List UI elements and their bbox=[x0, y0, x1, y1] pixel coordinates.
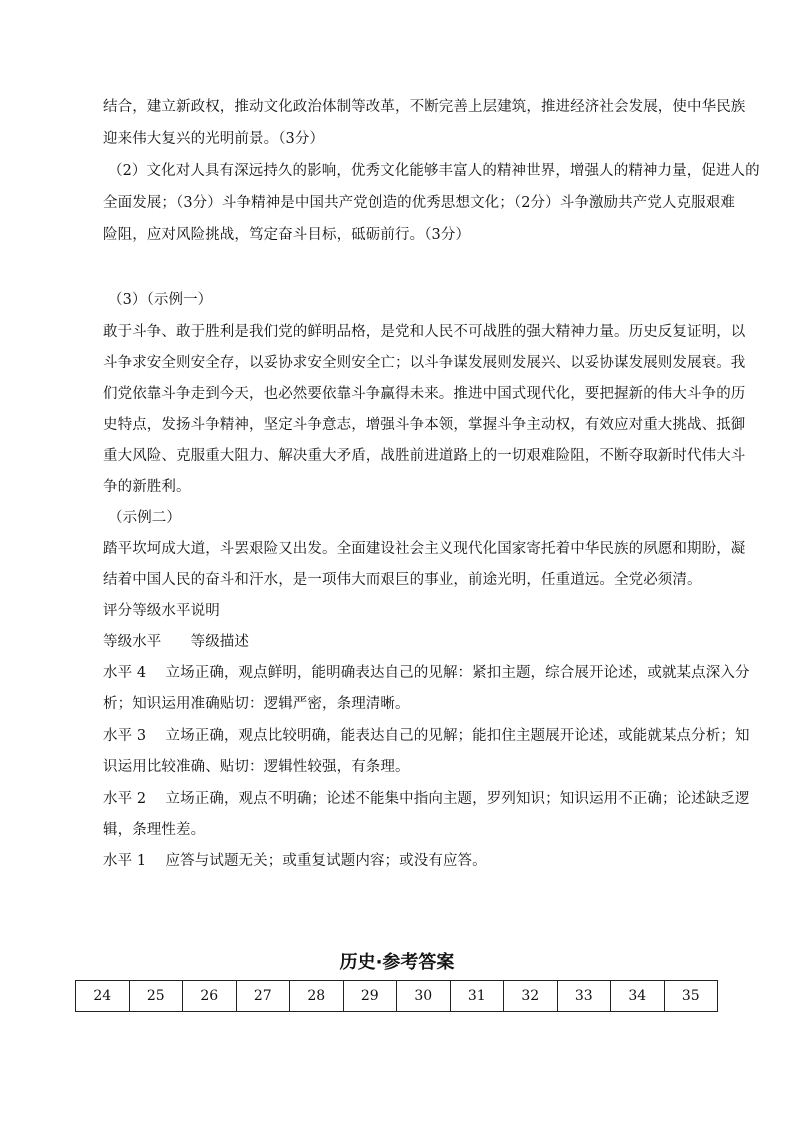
question-number-cell: 33 bbox=[557, 981, 611, 1012]
question-number-cell: 25 bbox=[129, 981, 183, 1012]
answer-key-table bbox=[75, 980, 718, 1012]
text-line: 们党依靠斗争走到今天，也必然要依靠斗争赢得未来。推进中国式现代化，要把握新的伟大斗争的历 bbox=[103, 386, 746, 402]
table-row bbox=[76, 981, 718, 1012]
question-number-cell: 32 bbox=[504, 981, 558, 1012]
question-number-cell: 24 bbox=[76, 981, 130, 1012]
question-number-cell: 31 bbox=[450, 981, 504, 1012]
question-number-cell: 35 bbox=[664, 981, 718, 1012]
text-line: 析；知识运用准确贴切：逻辑严密，条理清晰。 bbox=[103, 696, 410, 712]
example-heading: （3）（示例一） bbox=[108, 292, 213, 308]
text-line: 争的新胜利。 bbox=[103, 479, 191, 495]
question-number-cell: 30 bbox=[397, 981, 451, 1012]
question-number-cell: 26 bbox=[183, 981, 237, 1012]
section-heading: 评分等级水平说明 bbox=[103, 603, 220, 619]
text-line: 辑，条理性差。 bbox=[103, 822, 206, 838]
rubric-level-4: 水平 4 立场正确，观点鲜明，能明确表达自己的见解：紧扣主题，综合展开论述，或就某点深入分 bbox=[103, 665, 750, 681]
rubric-header: 等级水平 等级描述 bbox=[103, 634, 249, 650]
text-line: （2）文化对人具有深远持久的影响，优秀文化能够丰富人的精神世界，增强人的精神力量，促进人的 bbox=[108, 163, 760, 179]
question-number-cell: 29 bbox=[343, 981, 397, 1012]
text-line: 全面发展；（3分）斗争精神是中国共产党创造的优秀思想文化；（2分）斗争激励共产党人克服艰难 bbox=[103, 195, 735, 211]
question-number-cell: 27 bbox=[236, 981, 290, 1012]
question-number-cell: 28 bbox=[290, 981, 344, 1012]
answer-key-title: 历史·参考答案 bbox=[339, 952, 455, 973]
text-line: 结合，建立新政权，推动文化政治体制等改革，不断完善上层建筑，推进经济社会发展，使中华民族 bbox=[103, 99, 746, 115]
text-line: 史特点，发扬斗争精神，坚定斗争意志，增强斗争本领，掌握斗争主动权，有效应对重大挑战、抵御 bbox=[103, 417, 746, 433]
text-line: 敢于斗争、敢于胜利是我们党的鲜明品格，是党和人民不可战胜的强大精神力量。历史反复证明，以 bbox=[103, 324, 746, 340]
text-line: 识运用比较准确、贴切：逻辑性较强，有条理。 bbox=[103, 759, 410, 775]
question-number-cell: 34 bbox=[611, 981, 665, 1012]
text-line: 结着中国人民的奋斗和汗水，是一项伟大而艰巨的事业，前途光明，任重道远。全党必须清。 bbox=[103, 572, 702, 588]
rubric-level-2: 水平 2 立场正确，观点不明确；论述不能集中指向主题，罗列知识；知识运用不正确；论述缺乏逻 bbox=[103, 791, 750, 807]
example-heading: （示例二） bbox=[108, 510, 181, 526]
rubric-level-3: 水平 3 立场正确，观点比较明确，能表达自己的见解；能扣住主题展开论述，或能就某点分析；知 bbox=[103, 728, 750, 744]
text-line: 踏平坎坷成大道，斗罢艰险又出发。全面建设社会主义现代化国家寄托着中华民族的夙愿和期盼，凝 bbox=[103, 541, 746, 557]
text-line: 重大风险、克服重大阻力、解决重大矛盾，战胜前进道路上的一切艰难险阻，不断夺取新时代伟大斗 bbox=[103, 448, 746, 464]
text-line: 斗争求安全则安全存，以妥协求安全则安全亡；以斗争谋发展则发展兴、以妥协谋发展则发展衰。我 bbox=[103, 355, 746, 371]
rubric-level-1: 水平 1 应答与试题无关；或重复试题内容；或没有应答。 bbox=[103, 853, 487, 869]
text-line: 迎来伟大复兴的光明前景。（3分） bbox=[103, 131, 325, 147]
text-line: 险阻，应对风险挑战，笃定奋斗目标，砥砺前行。（3分） bbox=[103, 227, 471, 243]
